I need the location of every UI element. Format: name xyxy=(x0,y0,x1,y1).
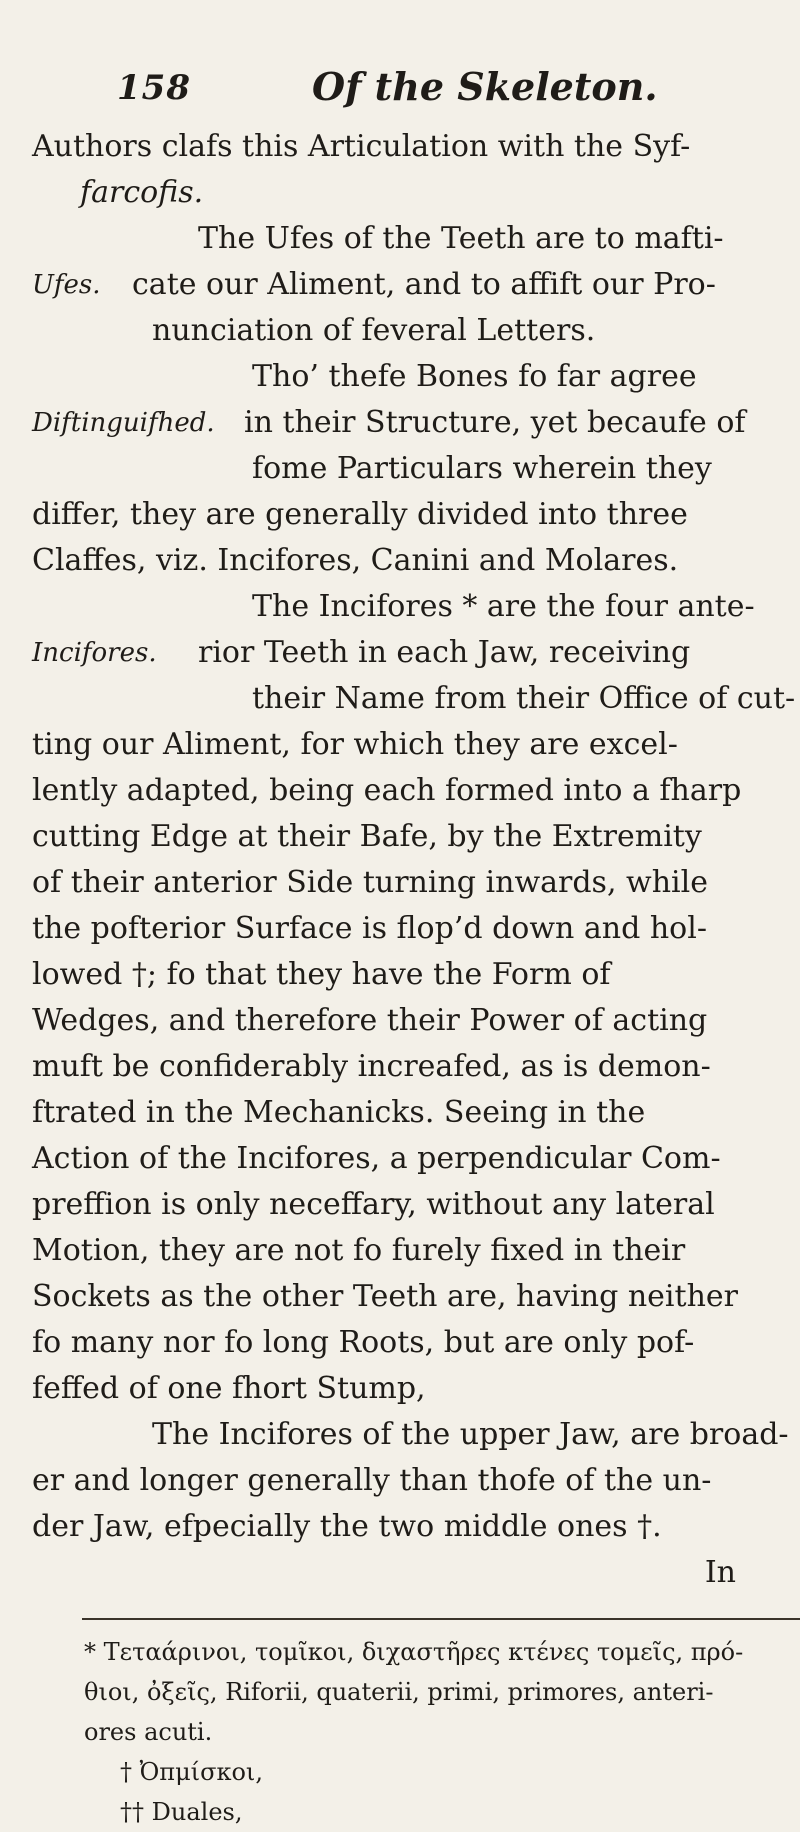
text-line: er and longer generally than thofe of the un- xyxy=(32,1463,712,1498)
running-title: Of the Skeleton. xyxy=(312,64,658,109)
margin-note-uses: Ufes. xyxy=(32,270,101,300)
footnote-line: †† Duales, xyxy=(120,1798,243,1826)
text-line: of their anterior Side turning inwards, while xyxy=(32,865,708,900)
text-line: the pofterior Surface is flop’d down and hol- xyxy=(32,911,707,946)
page-number: 158 xyxy=(117,68,191,108)
text-line: Diftinguifhed. in their Structure, yet becaufe of xyxy=(32,400,760,446)
text-line: The Ufes of the Teeth are to mafti- xyxy=(198,221,724,256)
text-line: Authors clafs this Articulation with the Syf- xyxy=(32,129,691,164)
text-line: nunciation of feveral Letters. xyxy=(152,313,596,348)
text-line: The Incifores * are the four ante- xyxy=(252,589,755,624)
text-line: fo many nor fo long Roots, but are only pof- xyxy=(32,1325,695,1360)
text-line: Claffes, viz. Incifores, Canini and Molares. xyxy=(32,543,679,578)
footnote-line: * Τεταάρινοι, τομῖκοι, διχαστῆρες κτένες τομεῖς, πρό- xyxy=(84,1638,744,1666)
margin-note-distinguished: Diftinguifhed. xyxy=(32,408,215,438)
text-line: differ, they are generally divided into three xyxy=(32,497,688,532)
text-line: preffion is only neceffary, without any lateral xyxy=(32,1187,715,1222)
catchword: In xyxy=(704,1555,736,1590)
text-line: Ufes. cate our Aliment, and to affift our Pro- xyxy=(32,262,760,308)
text-line: cutting Edge at their Bafe, by the Extremity xyxy=(32,819,702,854)
body-text xyxy=(32,124,796,1596)
footnotes xyxy=(32,1632,760,1832)
margin-note-incisores: Incifores. xyxy=(32,638,157,668)
text-line: lently adapted, being each formed into a fharp xyxy=(32,773,742,808)
footnote-line: ores acuti. xyxy=(84,1718,213,1746)
text-line: their Name from their Office of cut- xyxy=(252,681,796,716)
text-line: Incifores. rior Teeth in each Jaw, receiving xyxy=(32,630,760,676)
text-line: farcofis. xyxy=(80,175,204,210)
footnote-divider xyxy=(82,1618,800,1620)
text-line: feffed of one fhort Stump, xyxy=(32,1371,426,1406)
text-line: der Jaw, efpecially the two middle ones †. xyxy=(32,1509,662,1544)
footnote-line: † Ὀπμίσκοι, xyxy=(120,1758,263,1786)
text-line: Motion, they are not fo furely fixed in their xyxy=(32,1233,686,1268)
page-header xyxy=(32,64,760,124)
text-line: Action of the Incifores, a perpendicular Com- xyxy=(32,1141,721,1176)
text-line: fome Particulars wherein they xyxy=(252,451,712,486)
text-line: lowed †; fo that they have the Form of xyxy=(32,957,611,992)
text-line: muft be confiderably increafed, as is demon- xyxy=(32,1049,711,1084)
footnote-line: θιοι, ὀξεῖς, Riforii, quaterii, primi, primores, anteri- xyxy=(84,1678,714,1706)
text-line: Wedges, and therefore their Power of acting xyxy=(32,1003,708,1038)
text-line: ting our Aliment, for which they are excel- xyxy=(32,727,678,762)
text-line: ftrated in the Mechanicks. Seeing in the xyxy=(32,1095,646,1130)
text-line: Sockets as the other Teeth are, having neither xyxy=(32,1279,738,1314)
text-line: The Incifores of the upper Jaw, are broad- xyxy=(152,1417,789,1452)
text-line: Tho’ thefe Bones fo far agree xyxy=(252,359,697,394)
